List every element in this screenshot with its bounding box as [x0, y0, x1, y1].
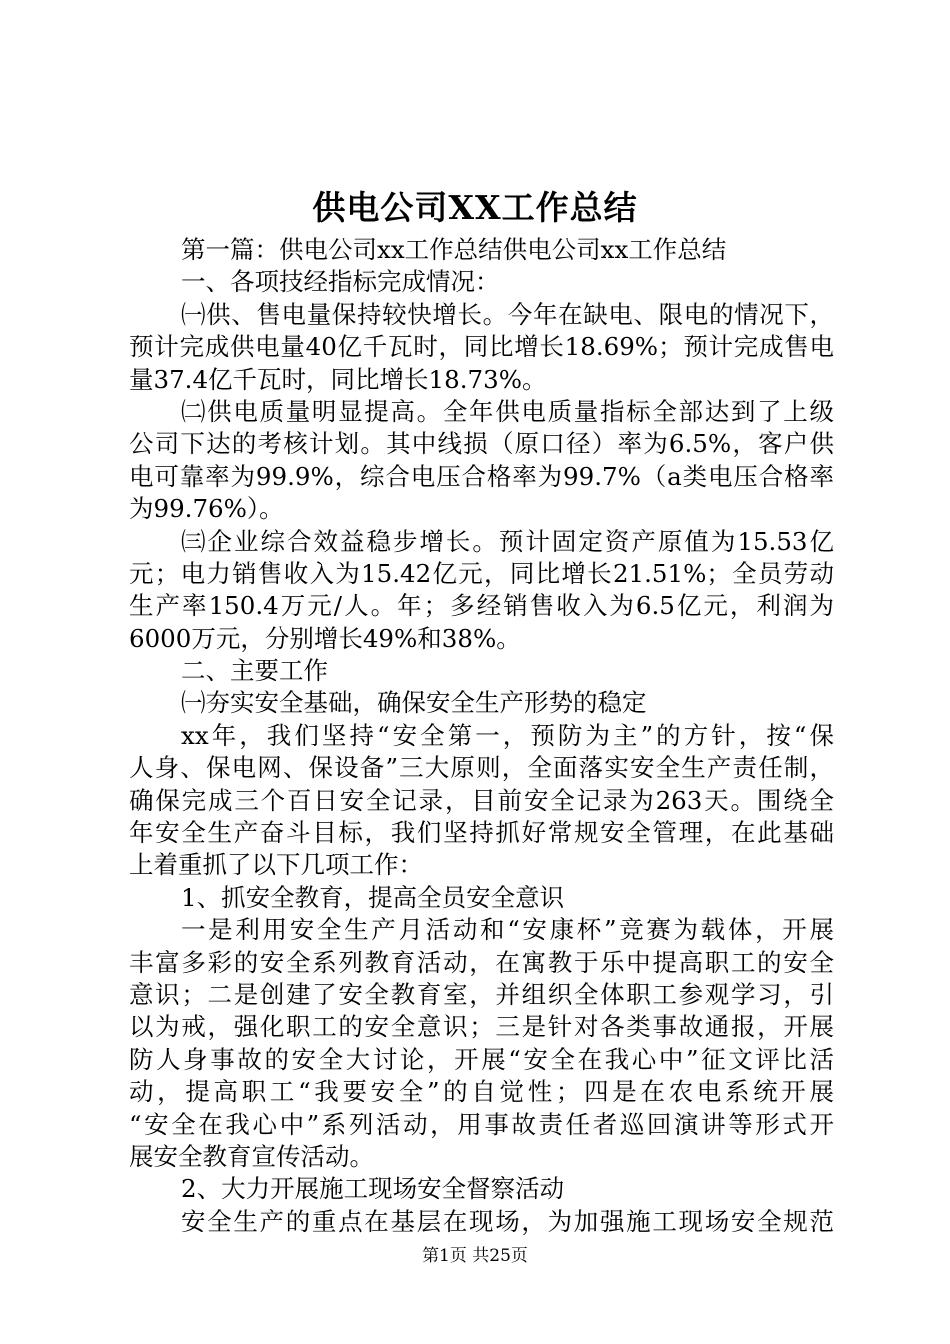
body-line: 生产率150.4万元/人。年；多经销售收入为6.5亿元，利润为 — [129, 591, 834, 621]
body-line: ㈡供电质量明显提高。全年供电质量指标全部达到了上级 — [181, 396, 834, 426]
body-line: 防人身事故的安全大讨论，开展“安全在我心中”征文评比活 — [129, 1044, 834, 1074]
body-line: xx年，我们坚持“安全第一，预防为主”的方针，按“保 — [181, 720, 834, 750]
body-line: 人身、保电网、保设备”三大原则，全面落实安全生产责任制， — [129, 753, 834, 783]
body-line: 电可靠率为99.9%，综合电压合格率为99.7%（a类电压合格率 — [129, 461, 834, 491]
body-line: 二、主要工作 — [181, 656, 328, 686]
body-line: 公司下达的考核计划。其中线损（原口径）率为6.5%，客户供 — [129, 429, 834, 459]
body-line: 意识；二是创建了安全教育室，并组织全体职工参观学习，引 — [129, 979, 834, 1009]
body-line: 上着重抓了以下几项工作： — [129, 850, 423, 880]
page-number-label: 第1页 共25页 — [422, 1246, 528, 1266]
body-line: “安全在我心中”系列活动，用事故责任者巡回演讲等形式开 — [129, 1109, 834, 1139]
body-line: 展安全教育宣传活动。 — [129, 1141, 374, 1171]
body-line: 1、抓安全教育，提高全员安全意识 — [181, 882, 565, 912]
body-line: ㈠夯实安全基础，确保安全生产形势的稳定 — [181, 688, 647, 718]
body-line: 一是利用安全生产月活动和“安康杯”竞赛为载体，开展 — [181, 915, 834, 945]
body-line: 2、大力开展施工现场安全督察活动 — [181, 1174, 565, 1204]
body-line: 年安全生产奋斗目标，我们坚持抓好常规安全管理，在此基础 — [129, 818, 834, 848]
body-line: 第一篇：供电公司xx工作总结供电公司xx工作总结 — [181, 235, 727, 264]
body-line: 为99.76%）。 — [129, 494, 284, 524]
body-line: 6000万元，分别增长49%和38%。 — [129, 623, 521, 653]
body-line: ㈢企业综合效益稳步增长。预计固定资产原值为15.53亿 — [181, 526, 834, 556]
body-line: 量37.4亿千瓦时，同比增长18.73%。 — [129, 364, 547, 394]
body-line: 安全生产的重点在基层在现场，为加强施工现场安全规范 — [181, 1206, 834, 1236]
body-line: 确保完成三个百日安全记录，目前安全记录为263天。围绕全 — [129, 785, 834, 815]
body-line: 以为戒，强化职工的安全意识；三是针对各类事故通报，开展 — [129, 1012, 834, 1042]
body-line: 预计完成供电量40亿千瓦时，同比增长18.69%；预计完成售电 — [129, 332, 834, 362]
document-body — [129, 234, 834, 1238]
body-line: 元；电力销售收入为15.42亿元，同比增长21.51%；全员劳动 — [129, 558, 834, 588]
body-line: 一、各项技经指标完成情况： — [181, 267, 500, 297]
body-line: 动，提高职工“我要安全”的自觉性；四是在农电系统开展 — [129, 1077, 834, 1107]
page-footer — [0, 1244, 950, 1268]
document-title: 供电公司XX工作总结 — [312, 188, 638, 227]
body-line: ㈠供、售电量保持较快增长。今年在缺电、限电的情况下， — [181, 299, 834, 329]
body-line: 丰富多彩的安全系列教育活动，在寓教于乐中提高职工的安全 — [129, 947, 834, 977]
